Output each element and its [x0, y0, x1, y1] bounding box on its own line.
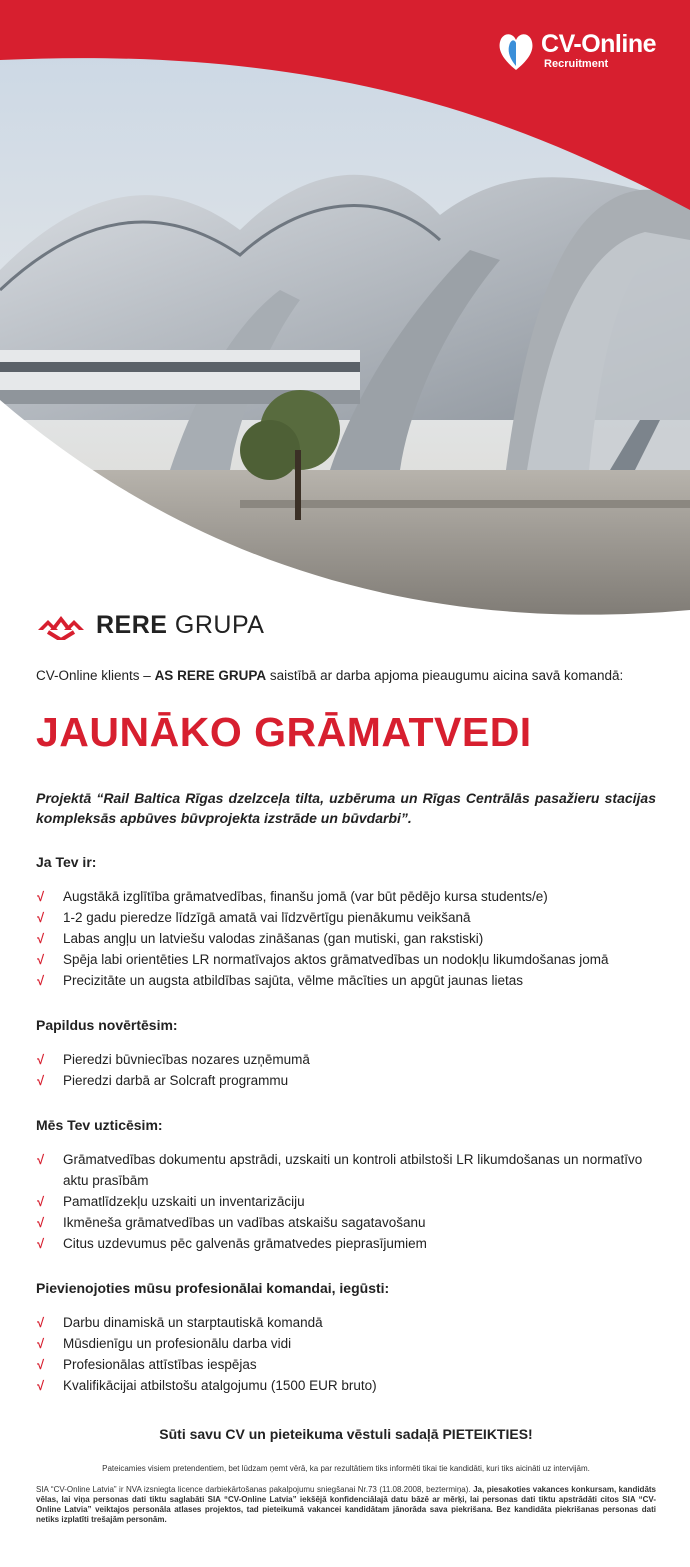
list-item: √ Precizitāte un augsta atbildības sajūta, vēlme mācīties un apgūt jaunas lietas	[36, 970, 656, 991]
section-bonus	[36, 1017, 656, 1091]
intro-text: CV-Online klients – AS RERE GRUPA saistībā ar darba apjoma pieaugumu aicina savā komandā:	[36, 668, 624, 683]
hero-banner	[0, 0, 690, 640]
checkmark-icon: √	[37, 1152, 45, 1167]
checkmark-icon: √	[37, 1215, 45, 1230]
list-item: √ Darbu dinamiskā un starptautiskā komandā	[36, 1312, 656, 1333]
candidate-note: Pateicamies visiem pretendentiem, bet lūdzam ņemt vērā, ka par rezultātiem tiks informēti tikai tie kandidāti, kuri tiks aicināti uz intervijām.	[102, 1464, 590, 1473]
section-heading: Papildus novērtēsim:	[36, 1017, 178, 1033]
list-item: √ Augstākā izglītība grāmatvedības, finanšu jomā (var būt pēdējo kursa students/e)	[36, 886, 656, 907]
project-description: Projektā “Rail Baltica Rīgas dzelzceļa tilta, uzbēruma un Rīgas Centrālās pasažieru stacijas kompleksās apbūves būvprojekta izstrāde un būvdarbi”.	[36, 790, 656, 826]
station-illustration	[0, 0, 690, 640]
list-item: √ Kvalifikācijai atbilstošu atalgojumu (1500 EUR bruto)	[36, 1375, 656, 1396]
list-item: √ Labas angļu un latviešu valodas zināšanas (gan mutiski, gan rakstiski)	[36, 928, 656, 949]
logo-name: CV-Online	[541, 30, 656, 58]
checkmark-icon: √	[37, 1315, 45, 1330]
list-item: √ Ikmēneša grāmatvedības un vadības atskaišu sagatavošanu	[36, 1212, 656, 1233]
checkmark-icon: √	[37, 1236, 45, 1251]
checkmark-icon: √	[37, 952, 45, 967]
job-title: JAUNĀKO GRĀMATVEDI	[36, 709, 532, 755]
checkmark-icon: √	[37, 889, 45, 904]
cv-online-logo	[495, 30, 656, 72]
checkmark-icon: √	[37, 910, 45, 925]
list-item: √ Pamatlīdzekļu uzskaiti un inventarizāciju	[36, 1191, 656, 1212]
checkmark-icon: √	[37, 1357, 45, 1372]
checkmark-icon: √	[37, 931, 45, 946]
rere-grupa-logo-icon	[36, 610, 86, 640]
legal-disclaimer: SIA “CV-Online Latvia” ir NVA izsniegta licence darbiekārtošanas pakalpojumu sniegšanai Nr.73 (11.08.2008, beztermiņa). Ja, piesakoties vakances konkursam, kandidāts vēlas, lai viņa personas dati tiktu saglabāti SIA “CV-Online Latvia” iekšējā konfidenciālajā datu bāzē ar mērķi, lai personas dati tiktu apstrādāti citos SIA “CV-Online Latvia” veiktajos personāla atlases projektos, tad pieteikumā vakancei kandidātam jānorāda sava piekrišana. Bez kandidāta piekrišanas personas dati netiks izplatīti trešajām personām.	[36, 1485, 657, 1524]
section-heading: Pievienojoties mūsu profesionālai komandai, iegūsti:	[36, 1280, 390, 1296]
list-item: √ Pieredzi būvniecības nozares uzņēmumā	[36, 1049, 656, 1070]
cv-online-heart-icon	[495, 30, 537, 72]
list-item: √ Citus uzdevumus pēc galvenās grāmatvedes pieprasījumiem	[36, 1233, 656, 1254]
checkmark-icon: √	[37, 1052, 45, 1067]
job-ad-content	[36, 600, 656, 1525]
section-requirements	[36, 854, 656, 991]
list-item: √ 1-2 gadu pieredze līdzīgā amatā vai līdzvērtīgu pienākumu veikšanā	[36, 907, 656, 928]
section-heading: Ja Tev ir:	[36, 854, 97, 870]
list-item: √ Spēja labi orientēties LR normatīvajos aktos grāmatvedības un nodokļu likumdošanas jomā	[36, 949, 656, 970]
company-name: RERE GRUPA	[96, 610, 265, 639]
logo-subtitle: Recruitment	[544, 58, 609, 70]
section-heading: Mēs Tev uzticēsim:	[36, 1117, 163, 1133]
list-item: √ Pieredzi darbā ar Solcraft programmu	[36, 1070, 656, 1091]
checkmark-icon: √	[37, 1378, 45, 1393]
list-item: √ Profesionālas attīstības iespējas	[36, 1354, 656, 1375]
checkmark-icon: √	[37, 1336, 45, 1351]
company-logo	[36, 600, 656, 650]
checkmark-icon: √	[37, 973, 45, 988]
list-item: √ Mūsdienīgu un profesionālu darba vidi	[36, 1333, 656, 1354]
checkmark-icon: √	[37, 1194, 45, 1209]
section-duties	[36, 1117, 656, 1254]
checkmark-icon: √	[37, 1073, 45, 1088]
section-benefits	[36, 1280, 656, 1396]
apply-call-to-action: Sūti savu CV un pieteikuma vēstuli sadaļā PIETEIKTIES!	[159, 1426, 533, 1442]
list-item: √ Grāmatvedības dokumentu apstrādi, uzskaiti un kontroli atbilstoši LR likumdošanas un normatīvo aktu prasībām	[36, 1149, 656, 1191]
